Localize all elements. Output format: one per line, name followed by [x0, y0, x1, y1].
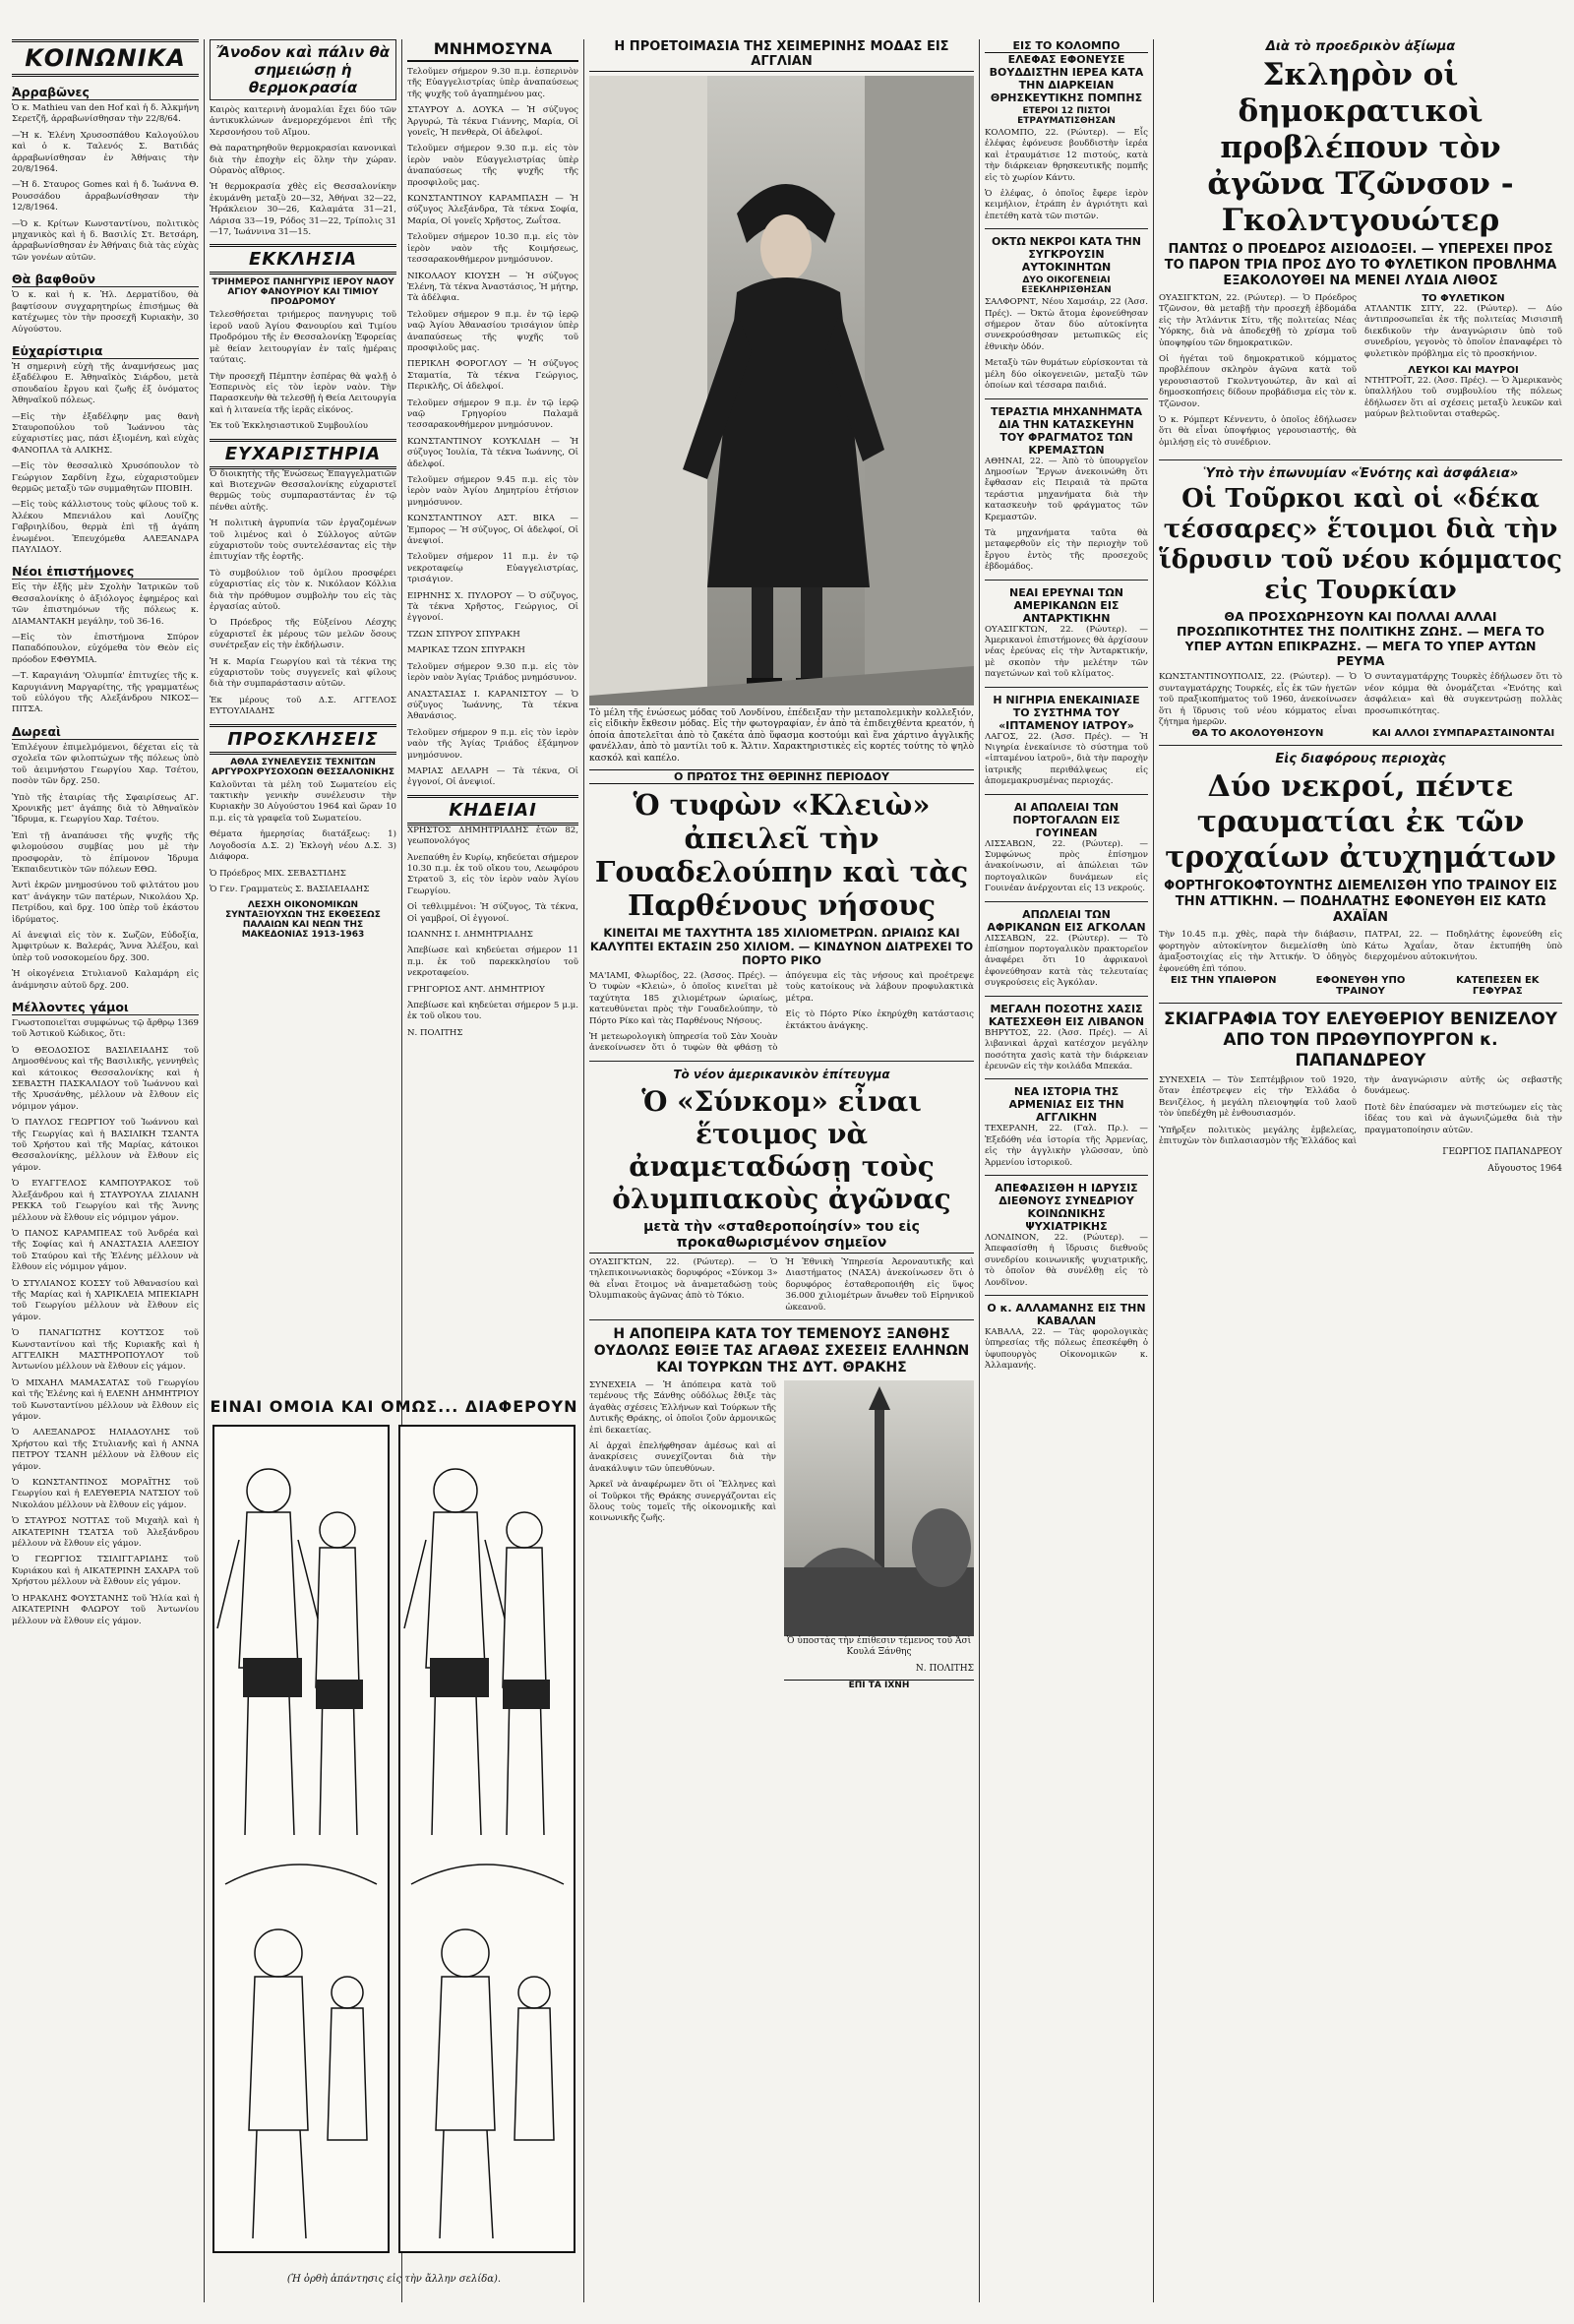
- paragraph: ΠΑΤΡΑΙ, 22. — Ποδηλάτης ἐφονεύθη εἰς Κάτω Ἀχαΐαν, ὅταν ἐκτυπήθη ὑπὸ διερχομένου αὐτοκινήτου.: [1364, 930, 1562, 963]
- paragraph: Ὁ ΠΑΝΑΓΙΩΤΗΣ ΚΟΥΤΣΟΣ τοῦ Κωνσταντίνου καὶ τῆς Κυριακῆς καὶ ἡ ΑΓΓΕΛΙΚΗ ΜΑΣΤΗΡΟΠΟΥΛΟΥ τοῦ Ἀντωνίου μέλλουν νὰ ἔλθουν εἰς γάμον.: [12, 1328, 199, 1373]
- section-logo-invitations: ΠΡΟΣΚΛΗΣΕΙΣ: [210, 724, 396, 755]
- paragraph: Τὰ μηχανήματα ταῦτα θὰ μεταφερθοῦν εἰς τὴν περιοχὴν τοῦ ἔργου ἐντὸς τῆς προσεχοῦς ἑβδομάδος.: [985, 527, 1148, 573]
- paragraph: —Ὁ κ. Κρίτων Κωνσταντίνου, πολιτικὸς μηχανικὸς καὶ ἡ δ. Βασιλίς Στ. Βετσάρη, ἀρραβωνίσθησαν ἐν Ἀθήναις διὰ τὰς εὐχὰς τῶν γονέων αὐτῶν.: [12, 218, 199, 263]
- photo-caption: Τὸ μέλη τῆς ἑνώσεως μόδας τοῦ Λονδίνου, ἐπέδειξαν τὴν μεταπολεμικὴν κολλεξιόν, εἰς εἰδικὴν ἔκθεσιν μόδας. Εἰς τὴν φωτογραφίαν, ἐν ἀπὸ τὰ ἐπιδειχθέντα κρεατόν, ἡ ὁποία ἀποτελεῖται ἀπὸ τὸ ζακέτα ἀπὸ ὕφασμα κοστούμι καὶ ἕνα χάρτινο ἀγγλικῆς φανέλλαν, ἀπὸ τὸ μαντίλι τοῦ κ. Ἄλτιν. Χαρακτηριστικὲς εἰς κορτές τούτης τὸ ψηλὸ κασκόλ καὶ καπέλο.: [589, 708, 974, 764]
- box-title: ΚΑΤΕΠΕΣΕΝ ΕΚ ΓΕΦΥΡΑΣ: [1456, 974, 1540, 997]
- paragraph: Τελοῦμεν σήμερον 9.30 π.μ. εἰς τὸν ἱερὸν ναὸν Εὐαγγελιστρίας ὑπὲρ ἀναπαύσεως τῆς ψυχῆς τῆς προσφιλοῦς μας.: [407, 144, 578, 188]
- paragraph: Τελοῦμεν σήμερον 9 π.μ. ἐν τῷ ἱερῷ ναῷ Γρηγορίου Παλαμᾶ τεσσαρακονθήμερον μνημόσυνον.: [407, 398, 578, 431]
- cartoon-drawing: [210, 1422, 578, 2268]
- paragraph: —Εἰς τὸν θεσσαλικὸ Χρυσόπουλον τὸ Γεώργιον Σαρδίνη ἔχω, εὐχαριστοῦμεν θερμῶς μεταξὺ τῶν συμμαθητῶν ΠΙΟΒΙΗ.: [12, 461, 199, 494]
- paragraph: Ὁ Γεν. Γραμματεὺς Σ. ΒΑΣΙΛΕΙΑΔΗΣ: [210, 884, 370, 894]
- subheadline: ΔΥΟ ΟΙΚΟΓΕΝΕΙΑΙ ΕΞΕΚΛΗΡΙΣΘΗΣΑΝ: [1021, 275, 1112, 296]
- signature: ΓΕΩΡΓΙΟΣ ΠΑΠΑΝΔΡΕΟΥ: [1442, 1147, 1562, 1158]
- paragraph: ΟΥΑΣΙΓΚΤΩΝ, 22. (Ρώυτερ). — Ὁ Πρόεδρος Τζῶνσον, θὰ μεταβῇ τὴν προσεχῆ ἑβδομάδα εἰς τὴν Ἀτλάντικ Σίτυ, τῆς πολιτείας Νέας Ὑόρκης, διὰ νὰ ἀποδεχθῇ τὸ χρίσμα τοῦ ὑποψηφίου τῶν δημοκρατικῶν.: [1159, 293, 1357, 348]
- paragraph: Ἐπὶ τῇ ἀναπάυσει τῆς ψυχῆς τῆς φιλομούσου συμβίας μου μὲ τὴν προσφορὰν, τὸ ἐπίμονον Ἰδρυμα Ἐκπαιδευτικὸν τῶν πόλεων ΕΘΩ.: [12, 830, 199, 875]
- paragraph: Τὸ συμβούλιον τοῦ ὁμίλου προσφέρει εὐχαριστίας εἰς τὸν κ. Νικόλαον Κόλλια διὰ τὴν πρόθυμον συμβολὴν του εἰς τὰς ἐργασίας αὐτοῦ.: [210, 568, 396, 612]
- paragraph: Τὴν 10.45 π.μ. χθὲς, παρὰ τὴν διάβασιν, φορτηγὸν αὐτοκίνητον διεμελίσθη ὑπὸ ἀμαξοστοιχίας εἰς τὴν Ἀττικήν. Ὁ ὁδηγὸς ἐφονεύθη ἐπὶ τόπου.: [1159, 930, 1357, 974]
- paragraph: Ἡ θερμοκρασία χθὲς εἰς Θεσσαλονίκην ἐκυμάνθη μεταξὺ 20—32, Ἀθήναι 32—22, Ἡράκλειον 30—26, Καλαμάτα 31—21, Λάρισα 33—19, Ρόδος 31—22, Τρίπολις 31—17, Ἰωάννινα 31—15.: [210, 182, 396, 238]
- paragraph: Ποτὲ δὲν ἐπαύσαμεν νὰ πιστεύωμεν εἰς τὰς ἰδέας του καὶ νὰ ἀγωνιζώμεθα διὰ τὴν πραγματοποίησιν αὐτῶν.: [1364, 1102, 1562, 1135]
- paragraph: ΚΩΝΣΤΑΝΤΙΝΟΥΠΟΛΙΣ, 22. (Ρώυτερ). — Ὁ συνταγματάρχης Τουρκές, εἷς ἐκ τῶν ἡγετῶν τοῦ πραξικοπήματος τοῦ 1960, ἀνεκοίνωσεν ὅτι ἡ ἵδρυσις τοῦ νέου κόμματος εἶναι ζήτημα ἡμερῶν.: [1159, 672, 1357, 727]
- paragraph: ΛΑΓΟΣ, 22. (Ἀσσ. Πρές). — Ἡ Νιγηρία ἐνεκαίνισε τὸ σύστημα τοῦ «ἱπταμένου ἰατροῦ», διὰ τὴν παροχὴν ἰατρικῆς περιθάλψεως εἰς ἀπομεμακρυσμένας περιοχάς.: [985, 731, 1148, 787]
- kicker: Ὑπὸ τὴν ἐπωνυμίαν «Ἑνότης καὶ ἀσφάλεια»: [1202, 466, 1519, 482]
- box-title: ΕΦΟΝΕΥΘΗ ΥΠΟ ΤΡΑΙΝΟΥ: [1315, 974, 1406, 997]
- paragraph: ΣΤΑΥΡΟΥ Δ. ΔΟΥΚΑ — Ἡ σύζυγος Ἀργυρώ, Τὰ τέκνα Γιάννης, Μαρία, Οἱ γονεῖς, Ἡ πενθερὰ, Οἱ ἀδελφοί.: [407, 105, 578, 139]
- paragraph: ΣΥΝΕΧΕΙΑ — Ἡ ἀπόπειρα κατὰ τοῦ τεμένους τῆς Ξάνθης οὐδόλως ἔθιξε τὰς ἀγαθὰς σχέσεις Ἑλλήνων καὶ Τούρκων τῆς Δυτικῆς Θράκης, οἱ ὁποῖοι ζοῦν ἀρμονικῶς ἐπὶ δεκαετίας.: [589, 1379, 776, 1436]
- column-memorials: [407, 39, 578, 1387]
- column-center: [589, 39, 974, 2302]
- paragraph: ΜΑΡΙΚΑΣ ΤΖΩΝ ΣΠΥΡΑΚΗ: [407, 645, 525, 656]
- paragraph: Ἡ σημερινὴ εὐχὴ τῆς ἀναμνήσεως μας ἐξαδέλφου Ε. Ἀθηναϊκὸς Σιάρδου, μετὰ σπουδαίου ἔργου καὶ ζωῆς ἐξ ὀνόματος Ἀθηναϊκοῦ πόλεως.: [12, 361, 199, 406]
- weather-box: [210, 39, 396, 100]
- paragraph: ΛΙΣΣΑΒΩΝ, 22. (Ρώυτερ). — Συμφώνως πρὸς ἐπίσημον ἀνακοίνωσιν, αἱ ἀπώλειαι τῶν πορτογαλικῶν δυνάμεων εἰς Γουινέαν ἀνέρχονται εἰς 13 νεκρούς.: [985, 838, 1148, 894]
- headline: Η ΠΡΟΕΤΟΙΜΑΣΙΑ ΤΗΣ ΧΕΙΜΕΡΙΝΗΣ ΜΟΔΑΣ ΕΙΣ ΑΓΓΛΙΑΝ: [589, 39, 974, 72]
- paragraph: Θὰ παρατηρηθοῦν θερμοκρασίαι κανονικαὶ διὰ τὴν ἐποχὴν εἰς ὅλην τὴν χώραν. Οὐρανὸς αἴθριος.: [210, 144, 396, 177]
- paragraph: Ἀντὶ ἐκρῶν μνημοσύνου τοῦ φιλτάτου μου κατ' ἀνάγκην τῶν πατέρων, Νικολάου Χρ. Πετρίδου, καὶ δρχ. 100 ὑπὲρ τοῦ ἑκάστου ἰδρύματος.: [12, 881, 199, 925]
- photo-caption: Ὁ ὑποστὰς τὴν ἐπίθεσιν τέμενος τοῦ Ἀσὶ Κουλά Ξάνθης: [786, 1635, 972, 1658]
- paragraph: ΜΑΡΙΑΣ ΔΕΛΑΡΗ — Τὰ τέκνα, Οἱ ἐγγονοί, Οἱ ἀνεψιοί.: [407, 765, 578, 788]
- paragraph: Ἡ Ἐθνικὴ Ὑπηρεσία Ἀεροναυτικῆς καὶ Διαστήματος (ΝΑΣΑ) ἀνεκοίνωσεν ὅτι ὁ δορυφόρος ἐσταθεροποιήθη εἰς ὕψος 36.000 χιλιομέτρων ἄνωθεν τοῦ Εἰρηνικοῦ ὠκεανοῦ.: [785, 1256, 974, 1313]
- paragraph: Οἱ ἡγέται τοῦ δημοκρατικοῦ κόμματος προβλέπουν σκληρὸν ἀγῶνα κατὰ τοῦ γερουσιαστοῦ Γκολντγουώτερ, ἂν καὶ αἱ δημοσκοπήσεις δίδουν προβάδισμα εἰς τὸν κ. Τζῶνσον.: [1159, 354, 1357, 409]
- paragraph: —Εἰς τὴν ἐξαδέλφην μας θανὴ Σταυροπούλου τοῦ Ἰωάννου τὰς εὐχαριστίες μας, πάσι ἐξιομένη, καὶ εὐχὰς ΦΑΝΟΠΛΑ τὰ ΑΛΙΚΗΣ.: [12, 411, 199, 456]
- subheadline: μετὰ τὴν «σταθεροποίησίν» του εἰς προκαθωρισμένον σημεῖον: [589, 1219, 974, 1254]
- paragraph: Ὑπὸ τῆς ἑταιρίας τῆς Σφαιρίσεως ΑΓ. Χρονικῆς μετ' ἀγάπης διὰ τὸ Ἀθηναϊκὸν Ἵδρυμα, κ. Γεωργίου Χαρ. Τσέτου.: [12, 792, 199, 826]
- box-title: ΕΙΣ ΤΗΝ ΥΠΑΙΘΡΟΝ: [1170, 974, 1277, 986]
- paragraph: ΝΙΚΟΛΑΟΥ ΚΙΟΥΣΗ — Ἡ σύζυγος Ἑλένη, Τὰ τέκνα Ἀναστάσιος, Ἡ μήτηρ, Τὰ ἀδέλφια.: [407, 271, 578, 304]
- headline-xanthi: Η ΑΠΟΠΕΙΡΑ ΚΑΤΑ ΤΟΥ ΤΕΜΕΝΟΥΣ ΞΑΝΘΗΣ ΟΥΔΟΛΩΣ ΕΘΙΞΕ ΤΑΣ ΑΓΑΘΑΣ ΣΧΕΣΕΙΣ ΕΛΛΗΝΩΝ ΚΑΙ ΤΟΥΡΚΩΝ ΤΗΣ ΔΥΤ. ΘΡΑΚΗΣ: [593, 1325, 970, 1376]
- paragraph: ΛΙΣΣΑΒΩΝ, 22. (Ρώυτερ). — Τὸ ἐπίσημον πορτογαλικὸν πρακτορεῖον ἀναφέρει ὅτι 10 ἀφρικανοὶ ἐφονεύθησαν κατὰ τὰς τελευταίας συγκρούσεις εἰς Ἀγκόλαν.: [985, 933, 1148, 989]
- paragraph: Μεταξὺ τῶν θυμάτων εὑρίσκονται τὰ μέλη δύο οἰκογενειῶν, μεταξὺ τῶν ὁποίων καὶ τέσσαρα παιδιά.: [985, 358, 1148, 392]
- paragraph: Οἱ τεθλιμμένοι: Ἡ σύζυγος, Τὰ τέκνα, Οἱ γαμβροί, Οἱ ἐγγονοί.: [407, 902, 578, 924]
- headline: Ἄνοδον καὶ πάλιν θὰ σημειώσῃ ἡ θερμοκρασία: [215, 43, 391, 96]
- headline-accidents: Δύο νεκροί, πέντε τραυματίαι ἐκ τῶν τροχαίων ἀτυχημάτων: [1165, 769, 1556, 876]
- paragraph: Τελοῦμεν σήμερον 9 π.μ. εἰς τὸν ἱερὸν ναὸν τῆς Ἁγίας Τριάδος ἐξάμηνον μνημόσυνον.: [407, 727, 578, 761]
- subheadline: ΚΙΝΕΙΤΑΙ ΜΕ ΤΑΧΥΤΗΤΑ 185 ΧΙΛΙΟΜΕΤΡΩΝ. ΩΡΙΑΙΩΣ ΚΑΙ ΚΑΛΥΠΤΕΙ ΕΚΤΑΣΙΝ 250 ΧΙΛΙΟΜ. — ΚΙΝΔΥΝΟΝ ΔΙΑΤΡΕΧΕΙ ΤΟ ΠΟΡΤΟ ΡΙΚΟ: [589, 926, 974, 968]
- column-politics: [1159, 39, 1562, 2302]
- column-world-news: [985, 39, 1148, 2302]
- paragraph: Ὁ κ. Ρόμπερτ Κέννεντυ, ὁ ὁποῖος ἐδήλωσεν ὅτι θὰ εἶναι ὑποψήφιος γερουσιαστής, θὰ ὁμιλήσῃ εἰς τὸ συνέδριον.: [1159, 415, 1357, 448]
- headline-venizelos: ΣΚΙΑΓΡΑΦΙΑ ΤΟΥ ΕΛΕΥΘΕΡΙΟΥ ΒΕΝΙΖΕΛΟΥ ΑΠΟ ΤΟΝ ΠΡΩΘΥΠΟΥΡΓΟΝ κ. ΠΑΠΑΝΔΡΕΟΥ: [1163, 1009, 1558, 1070]
- paragraph: ΑΤΛΑΝΤΙΚ ΣΙΤΥ, 22. (Ρώυτερ). — Δύο ἀντιπροσωπεῖαι ἐκ τῆς πολιτείας Μισισιπῆ διεκδικοῦν τὴν ἀναγνώρισιν ὑπὸ τοῦ συνεδρίου, γεγονὸς τὸ ὁποῖον ἐπαναφέρει τὸ φυλετικὸν πρόβλημα εἰς τὸ προσκήνιον.: [1364, 304, 1562, 359]
- paragraph: Τελοῦμεν σήμερον 9.45 π.μ. εἰς τὸν ἱερὸν ναὸν Ἁγίου Δημητρίου ἐτήσιον μνημόσυνον.: [407, 475, 578, 508]
- section-logo-church: ΕΚΚΛΗΣΙΑ: [210, 244, 396, 275]
- paragraph: Τελοῦμεν σήμερον 9.30 π.μ. ἑσπερινὸν τῆς Εὐαγγελιστρίας ὑπὲρ ἀναπαύσεως τῆς ψυχῆς τοῦ ἀγαπημένου μας.: [407, 67, 578, 99]
- paragraph: Εἰς τὴν ἐξῆς μὲν Σχολὴν Ἰατρικῶν τοῦ Θεσσαλονίκης ὁ ἀξιόλογος ἐφημέρος καὶ τῶν ἐπιστημόνων τῆς πόλεως κ. ΔΙΑΜΑΝΤΑΚΗ μεγάλην, τοῦ 36-16.: [12, 582, 199, 627]
- paragraph: Ὁ ΣΤΑΥΡΟΣ ΝΟΤΤΑΣ τοῦ Μιχαὴλ καὶ ἡ ΑΙΚΑΤΕΡΙΝΗ ΤΣΑΤΣΑ τοῦ Ἀλεξάνδρου μέλλουν νὰ ἔλθουν εἰς γάμον.: [12, 1516, 199, 1550]
- paragraph: Θέματα ἡμερησίας διατάξεως: 1) Λογοδοσία Δ.Σ. 2) Ἐκλογὴ νέου Δ.Σ. 3) Διάφορα.: [210, 829, 396, 863]
- paragraph: Αἱ ἀνεψιαὶ εἰς τὸν κ. Σωζῶν, Εὐδοξία, Ἀμφιτρύων κ. Βαλεράς, Ἄννα Ἀλέξου, καὶ ὑπὲρ τοῦ νοσοκομείου δρχ. 300.: [12, 930, 199, 963]
- kicker: Τὸ νέον ἀμερικανικὸν ἐπίτευγμα: [673, 1067, 890, 1081]
- paragraph: ΓΡΗΓΟΡΙΟΣ ΑΝΤ. ΔΗΜΗΤΡΙΟΥ: [407, 984, 545, 995]
- paragraph: Ὁ συνταγματάρχης Τουρκὲς ἐδήλωσεν ὅτι τὸ νέον κόμμα θὰ ὀνομάζεται «Ἑνότης καὶ ἀσφάλεια» καὶ θὰ συγκεντρώσῃ πολλὰς προσωπικότητας.: [1364, 672, 1562, 716]
- paragraph: Τελοῦμεν σήμερον 9.30 π.μ. εἰς τὸν ἱερὸν ναὸν Ἁγίας Τριάδος μνημόσυνον.: [407, 661, 578, 684]
- paragraph: Ὁ κ. καὶ ἡ κ. Ἠλ. Δερματίδου, θὰ βαφτίσουν συγχαρητηρίως ἐπισήμως θὰ κατέχωμες τὸν τὴν προσεχῆ Κυριακὴν, 30 Αὐγούστου.: [12, 290, 199, 335]
- headline: ΤΕΡΑΣΤΙΑ ΜΗΧΑΝΗΜΑΤΑ ΔΙΑ ΤΗΝ ΚΑΤΑΣΚΕΥΗΝ ΤΟΥ ΦΡΑΓΜΑΤΟΣ ΤΩΝ ΚΡΕΜΑΣΤΩΝ: [990, 404, 1143, 457]
- paragraph: Τελεσθήσεται τριήμερος πανηγυρις τοῦ ἱεροῦ ναοῦ Ἁγίου Φανουρίου καὶ Τιμίου Προδρόμου τῆς ἐν Θεσσαλονίκῃ Ἐφορείας μὲ θείαν λειτουργίαν ἐν ταῖς ἡμέραις ταύταις.: [210, 310, 396, 366]
- cartoon-title: ΕΙΝΑΙ ΟΜΟΙΑ ΚΑΙ ΟΜΩΣ... ΔΙΑΦΕΡΟΥΝ: [210, 1397, 578, 1416]
- paragraph: ΕΙΡΗΝΗΣ Χ. ΠΥΛΟΡΟΥ — Ὁ σύζυγος, Τὰ τέκνα Χρῆστος, Γεώργιος, Οἱ ἐγγονοί.: [407, 590, 578, 624]
- headline: ΟΚΤΩ ΝΕΚΡΟΙ ΚΑΤΑ ΤΗΝ ΣΥΓΚΡΟΥΣΙΝ ΑΥΤΟΚΙΝΗΤΩΝ: [992, 235, 1141, 275]
- paragraph: Ὁ Πρόεδρος ΜΙΧ. ΣΕΒΑΣΤΙΔΗΣ: [210, 868, 346, 879]
- box-title: ΚΑΙ ΑΛΛΟΙ ΣΥΜΠΑΡΑΣΤΑΙΝΟΝΤΑΙ: [1371, 728, 1555, 740]
- paragraph: Ἡ οἰκογένεια Στυλιανοῦ Καλαμάρη εἰς ἀνάμνησιν αὐτοῦ δρχ. 200.: [12, 969, 199, 991]
- paragraph: ΜΑ'ΙΑΜΙ, Φλωρίδος, 22. (Ἀσσος. Πρές). — Ὁ τυφὼν «Κλειὼ», ὁ ὁποῖος κινεῖται μὲ ταχύτητα 185 χιλιομέτρων ὡριαίως, κατευθύνεται πρὸς τὴν Γουαδελούπην, τὸ Πόρτο Ρίκο καὶ τὰς Παρθένους Νήσους.: [589, 971, 778, 1026]
- section-heading: Θὰ βαφθοῦν: [12, 272, 199, 287]
- paragraph: ΣΥΝΕΧΕΙΑ — Τὸν Σεπτέμβριον τοῦ 1920, ὅταν ἐπέστρεψεν εἰς τὴν Ἑλλάδα ὁ Βενιζέλος, ἡ μεγάλη πλειοψηφία τοῦ λαοῦ τὸν ὑπεδέχθη μὲ ἐνθουσιασμόν.: [1159, 1074, 1357, 1120]
- section-heading: Εὐχαρίστιρια: [12, 343, 199, 359]
- column-rule: [583, 39, 584, 2302]
- kicker: ΕΙΣ ΤΟ ΚΟΛΟΜΠΟ: [985, 39, 1148, 53]
- paragraph: ΝΤΗΤΡΟΪΤ, 22. (Ἀσσ. Πρές). — Ὁ Ἀμερικανὸς ὑπαλλήλου τοῦ συμβουλίου τῆς πόλεως ἐδήλωσεν ὅτι αἱ σχέσεις μεταξὺ λευκῶν καὶ μαύρων βελτιοῦνται σταθερῶς.: [1364, 376, 1562, 420]
- paragraph: Ἡ πολιτικὴ ἀγρυπνία τῶν ἐργαζομένων τοῦ λιμένος καὶ ὁ Σύλλογος αὐτῶν εὐχαριστοῦν τοὺς συντελέσαντας εἰς τὴν ἐπιτυχίαν τῆς ἑορτῆς.: [210, 519, 396, 563]
- paragraph: Ν. ΠΟΛΙΤΗΣ: [407, 1027, 463, 1038]
- paragraph: Ὁ ΚΩΝΣΤΑΝΤΙΝΟΣ ΜΟΡΑΪΤΗΣ τοῦ Γεωργίου καὶ ἡ ΕΛΕΥΘΕΡΙΑ ΝΑΤΣΙΟΥ τοῦ Νικολάου μέλλουν νὰ ἔλθουν εἰς γάμον.: [12, 1478, 199, 1510]
- paragraph: ΚΑΒΑΛΑ, 22. — Τὰς φορολογικὰς ὑπηρεσίας τῆς πόλεως ἐπεσκέφθη ὁ ὑφυπουργὸς Οἰκονομικῶν κ. Ἀλλαμανής.: [985, 1326, 1148, 1372]
- date: Αὔγουστος 1964: [1487, 1163, 1562, 1174]
- section-heading: Νέοι ἐπιστήμονες: [12, 564, 199, 580]
- subheadline: ΤΡΙΗΜΕΡΟΣ ΠΑΝΗΓΥΡΙΣ ΙΕΡΟΥ ΝΑΟΥ ΑΓΙΟΥ ΦΑΝΟΥΡΙΟΥ ΚΑΙ ΤΙΜΙΟΥ ΠΡΟΔΡΟΜΟΥ: [212, 277, 394, 308]
- mosque-photo: [784, 1380, 974, 1636]
- headline-turkey: Οἱ Τοῦρκοι καὶ οἱ «δέκα τέσσαρες» ἕτοιμοι διὰ τὴν ἵδρυσιν τοῦ νέου κόμματος εἰς Τουρκίαν: [1159, 484, 1562, 606]
- kicker: ΕΠΙ ΤΑ ΙΧΝΗ: [784, 1680, 974, 1690]
- paragraph: Ὑπῆρξεν πολιτικὸς μεγάλης ἐμβελείας, ἐπιτυχὼν τὸν διπλασιασμὸν τῆς Ἑλλάδος καὶ τὴν ἀναγνώρισιν αὐτῆς ὡς σεβαστῆς δυνάμεως.: [1159, 1074, 1562, 1146]
- paragraph: —Ἡ δ. Σταυρος Gomes καὶ ἡ δ. Ἰωάννα Θ. Ρουσσάδου ἀρραβωνίσθησαν τὴν 12/8/1964.: [12, 180, 199, 214]
- section-title: ΜΝΗΜΟΣΥΝΑ: [407, 39, 578, 62]
- paragraph: Ἀνεπαύθη ἐν Κυρίῳ, κηδεύεται σήμερον 10.30 π.μ. ἐκ τοῦ οἴκου του, Λεωφόρου Στρατοῦ 3, εἰς τὸν ἱερὸν ναὸν Ἁγίου Γεωργίου.: [407, 852, 578, 896]
- paragraph: ΠΕΡΙΚΛΗ ΦΟΡΟΓΛΟΥ — Ἡ σύζυγος Σταματία, Τὰ τέκνα Γεώργιος, Περικλῆς, Οἱ ἀδελφοί.: [407, 359, 578, 393]
- headline: ΕΛΕΦΑΣ ΕΦΟΝΕΥΣΕ ΒΟΥΔΔΙΣΤΗΝ ΙΕΡΕΑ ΚΑΤΑ ΤΗΝ ΔΙΑΡΚΕΙΑΝ ΘΡΗΣΚΕΥΤΙΚΗΣ ΠΟΜΠΗΣ: [989, 53, 1144, 104]
- paragraph: Ἐκ μέρους τοῦ Δ.Σ. ΑΓΓΕΛΟΣ ΕΥΤΟΥΛΙΑΔΗΣ: [210, 695, 396, 717]
- subheadline: ΛΕΣΧΗ ΟΙΚΟΝΟΜΙΚΩΝ ΣΥΝΤΑΞΙΟΥΧΩΝ ΤΗΣ ΕΚΘΕΣΕΩΣ ΠΑΛΑΙΩΝ ΚΑΙ ΝΕΩΝ ΤΗΣ ΜΑΚΕΔΟΝΙΑΣ 1913-1963: [225, 900, 381, 941]
- box-title: ΘΑ ΤΟ ΑΚΟΛΟΥΘΗΣΟΥΝ: [1191, 728, 1324, 740]
- paragraph: Ἐπιλέγουν ἐπιμελμόμενοι, δέχεται εἰς τὰ σχολεῖα τῶν φιλοπτώχων τῆς πόλεως ὑπὸ τοῦ ἀειμνήστου Γεωργίου Χαρ. Τσέτου, ποσὸν τῶν δρχ. 250.: [12, 742, 199, 787]
- subheadline: ΕΤΕΡΟΙ 12 ΠΙΣΤΟΙ ΕΤΡΑΥΜΑΤΙΣΘΗΣΑΝ: [1017, 106, 1116, 126]
- mosque-drawing: [784, 1380, 974, 1636]
- paragraph: Ὁ ΘΕΟΔΟΣΙΟΣ ΒΑΣΙΛΕΙΑΔΗΣ τοῦ Δημοσθένους καὶ τῆς Βασιλικῆς, γεννηθεὶς καὶ κάτοικος Θεσσαλονίκης καὶ ἡ ΣΕΒΑΣΤΗ ΠΑΣΚΑΛΙΔΟΥ τοῦ Ἰωάννου καὶ τῆς Χρυσάνθης, μέλλουν νὰ ἔλθουν εἰς νόμιμον γάμον.: [12, 1045, 199, 1112]
- paragraph: ΛΟΝΔΙΝΟΝ, 22. (Ρώυτερ). — Ἀπεφασίσθη ἡ ἵδρυσις διεθνοῦς συνεδρίου κοινωνικῆς ψυχιατρικῆς, τὸ ὁποῖον θὰ συνέλθῃ εἰς τὸ Λονδῖνον.: [985, 1232, 1148, 1288]
- paragraph: ΟΥΑΣΙΓΚΤΩΝ, 22. (Ρώυτερ). — Ὁ τηλεπικοινωνιακὸς δορυφόρος «Σύνκομ 3» θὰ εἶναι ἕτοιμος νὰ ἀναμεταδώσῃ τοὺς Ὀλυμπιακοὺς ἀγῶνας ἀπὸ τὸ Τόκιο.: [589, 1256, 778, 1302]
- section-logo-thanks: ΕΥΧΑΡΙΣΤΗΡΙΑ: [210, 439, 396, 469]
- section-heading: Ἀρραβῶνες: [12, 85, 199, 100]
- paragraph: Τὴν προσεχῆ Πέμπτην ἑσπέρας θὰ ψαλῇ ὁ Ἑσπερινὸς εἰς τὸν ἱερὸν ναὸν. Τὴν Παρασκευὴν θὰ τελεσθῇ ἡ Θεία Λειτουργία καὶ ἡ λιτανεία τῆς ἱερᾶς εἰκόνος.: [210, 371, 396, 415]
- paragraph: ΤΕΧΕΡΑΝΗ, 22. (Γαλ. Πρ.). — Ἐξεδόθη νέα ἱστορία τῆς Ἀρμενίας, εἰς τὴν ἀγγλικὴν γλῶσσαν, ὑπὸ Ἀρμενίου ἱστορικοῦ.: [985, 1124, 1148, 1168]
- paragraph: —Εἰς τοὺς κάλλιστους τοὺς φίλους τοῦ κ. Ἀλέκου Μπενιάλου καὶ Λουίζης Γαβριηλίδου, θερμὰ ἐπὶ τῇ ἀγάπη ἑνωμένοι. Ἐπευχόμεθα ΑΛΕΞΑΝΔΡΑ ΠΑΥΛΙΔΟΥ.: [12, 500, 199, 555]
- paragraph: ΚΩΝΣΤΑΝΤΙΝΟΥ ΚΑΡΑΜΠΑΣΗ — Ἡ σύζυγος Ἀλεξάνδρα, Τὰ τέκνα Σοφία, Μαρία, Οἱ γονεῖς Χρῆστος, Ζωΐτσα.: [407, 194, 578, 226]
- subheadline: ΘΑ ΠΡΟΣΧΩΡΗΣΟΥΝ ΚΑΙ ΠΟΛΛΑΙ ΑΛΛΑΙ ΠΡΟΣΩΠΙΚΟΤΗΤΕΣ ΤΗΣ ΠΟΛΙΤΙΚΗΣ ΖΩΗΣ. — ΜΕΓΑ ΤΟ ΥΠΕΡ ΑΥΤΩΝ ΕΠΙΚΡΑΖΗΣ. — ΜΕΓΑ ΤΟ ΥΠΕΡ ΑΥΤΩΝ ΡΕΥΜΑ: [1176, 609, 1545, 669]
- paragraph: Ὁ ΑΛΕΞΑΝΔΡΟΣ ΗΛΙΑΔΟΥΛΗΣ τοῦ Χρήστου καὶ τῆς Στυλιανῆς καὶ ἡ ΑΝΝΑ ΠΕΤΡΟΥ ΤΣΑΝΗ μέλλουν νὰ ἔλθουν εἰς γάμον.: [12, 1428, 199, 1472]
- paragraph: Ὁ διοικητὴς τῆς Ἐνώσεως Ἐπαγγελματιῶν καὶ Βιοτεχνῶν Θεσσαλονίκης εὐχαριστεῖ θερμῶς τοὺς συμπαραστάντας ἐν τῷ πένθει αὐτῆς.: [210, 468, 396, 513]
- paragraph: Ὁ ΓΕΩΡΓΙΟΣ ΤΣΙΛΙΓΓΑΡΙΔΗΣ τοῦ Κυριάκου καὶ ἡ ΑΙΚΑΤΕΡΙΝΗ ΣΑΧΑΡΑ τοῦ Χρήστου μέλλουν νὰ ἔλθουν εἰς γάμον.: [12, 1555, 199, 1588]
- headline: ΑΠΕΦΑΣΙΣΘΗ Η ΙΔΡΥΣΙΣ ΔΙΕΘΝΟΥΣ ΣΥΝΕΔΡΙΟΥ ΚΟΙΝΩΝΙΚΗΣ ΨΥΧΙΑΤΡΙΚΗΣ: [995, 1181, 1138, 1233]
- subheadline: ΠΑΝΤΩΣ Ο ΠΡΟΕΔΡΟΣ ΑΙΣΙΟΔΟΞΕΙ. — ΥΠΕΡΕΧΕΙ ΠΡΟΣ ΤΟ ΠΑΡΟΝ ΤΡΙΑ ΠΡΟΣ ΔΥΟ ΤΟ ΦΥΛΕΤΙΚΟΝ ΠΡΟΒΛΗΜΑ ΕΞΑΚΟΛΟΥΘΕΙ ΝΑ ΜΕΝΕΙ ΛΥΔΙΑ ΛΙΘΟΣ: [1164, 242, 1557, 288]
- section-logo-social: ΚΟΙΝΩΝΙΚΑ: [12, 39, 199, 77]
- paragraph: ΤΖΩΝ ΣΠΥΡΟΥ ΣΠΥΡΑΚΗ: [407, 629, 520, 640]
- paragraph: Ἐκ τοῦ Ἐκκλησιαστικοῦ Συμβουλίου: [210, 421, 368, 432]
- paragraph: ΟΥΑΣΙΓΚΤΩΝ, 22. (Ρώυτερ). — Ἀμερικανοὶ ἐπιστήμονες θὰ ἀρχίσουν νέας ἐρεύνας εἰς τὴν Ἀνταρκτικήν, μὲ σκοπὸν τὴν μελέτην τῶν παγετώνων καὶ τοῦ κλίματος.: [985, 624, 1148, 680]
- column-weather-church: [210, 39, 396, 1387]
- paragraph: Τελοῦμεν σήμερον 11 π.μ. ἐν τῷ νεκροταφείῳ Εὐαγγελιστρίας, τρισάγιον.: [407, 552, 578, 585]
- paragraph: Ὁ ΣΤΥΛΙΑΝΟΣ ΚΟΣΣΥ τοῦ Ἀθανασίου καὶ τῆς Μαρίας καὶ ἡ ΧΑΡΙΚΛΕΙΑ ΜΠΕΚΙΑΡΗ τοῦ Γεωργίου μέλλουν νὰ ἔλθουν εἰς γάμον.: [12, 1278, 199, 1322]
- headline: ΝΕΑΙ ΕΡΕΥΝΑΙ ΤΩΝ ΑΜΕΡΙΚΑΝΩΝ ΕΙΣ ΑΝΤΑΡΚΤΙΚΗΝ: [1009, 585, 1123, 625]
- kicker: Εἰς διαφόρους περιοχὰς: [1275, 752, 1446, 767]
- paragraph: ΚΩΝΣΤΑΝΤΙΝΟΥ ΚΟΥΚΛΙΔΗ — Ἡ σύζυγος Ἰουλία, Τὰ τέκνα Ἰωάννης, Οἱ ἀδελφοί.: [407, 436, 578, 469]
- signature: Ν. ΠΟΛΙΤΗΣ: [915, 1663, 974, 1674]
- cartoon-panel: [210, 1397, 578, 2302]
- section-heading: Μέλλοντες γάμοι: [12, 1000, 199, 1015]
- paragraph: ΚΩΝΣΤΑΝΤΙΝΟΥ ΑΣΤ. ΒΙΚΑ — Ἐμπορος — Ἡ σύζυγος, Οἱ ἀδελφοί, Οἱ ἀνεψιοί.: [407, 514, 578, 547]
- column-rule: [204, 39, 205, 2302]
- section-logo-funerals: ΚΗΔΕΙΑΙ: [407, 795, 578, 826]
- paragraph: Εἰς τὸ Πόρτο Ρίκο ἐκηρύχθη κατάστασις ἐκτάκτου ἀνάγκης.: [785, 1009, 974, 1031]
- paragraph: Καιρὸς καιτερινὴ ἀνομαλίαι ἔχει δύο τῶν ἀντικυκλώνων ἀνεμορεχόμενοι ἐπὶ τῆς Χερσονήσου τοῦ Αἴμου.: [210, 105, 396, 138]
- paragraph: Ὁ ΜΙΧΑΗΛ ΜΑΜΑΣΑΤΑΣ τοῦ Γεωργίου καὶ τῆς Ἑλένης καὶ ἡ ΕΛΕΝΗ ΔΗΜΗΤΡΙΟΥ τοῦ Κωνσταντίνου μέλλουν νὰ ἔλθουν εἰς γάμον.: [12, 1377, 199, 1422]
- headline: ΝΕΑ ΙΣΤΟΡΙΑ ΤΗΣ ΑΡΜΕΝΙΑΣ ΕΙΣ ΤΗΝ ΑΓΓΛΙΚΗΝ: [1008, 1085, 1124, 1125]
- paragraph: ΣΑΛΦΟΡΝΤ, Νέου Χαμσάιρ, 22 (Ἀσσ. Πρές). — Ὀκτὼ ἄτομα ἐφονεύθησαν σήμερον ὅταν δύο αὐτοκίνητα συνεκρούσθησαν μετωπικῶς εἰς ἐθνικὴν ὁδόν.: [985, 297, 1148, 352]
- headline-syncom: Ὁ «Σύνκομ» εἶναι ἕτοιμος νὰ ἀναμεταδώσῃ τοὺς ὀλυμπιακοὺς ἀγῶνας: [612, 1084, 951, 1215]
- fashion-photo-drawing: [589, 76, 974, 705]
- paragraph: Ὁ ΠΑΝΟΣ ΚΑΡΑΜΠΕΑΣ τοῦ Ἀνδρέα καὶ τῆς Σοφίας καὶ ἡ ΑΝΑΣΤΑΣΙΑ ΑΛΕΞΙΟΥ τοῦ Σταύρου καὶ τῆς Ἑλένης μέλλουν νὰ ἔλθουν εἰς νόμιμον γάμον.: [12, 1228, 199, 1273]
- paragraph: Ἀπεβίωσε καὶ κηδεύεται σήμερον 11 π.μ. ἐκ τοῦ παρεκκλησίου τοῦ νεκροταφείου.: [407, 946, 578, 979]
- paragraph: Ὁ ΗΡΑΚΛΗΣ ΦΟΥΣΤΑΝΗΣ τοῦ Ἠλία καὶ ἡ ΑΙΚΑΤΕΡΙΝΗ ΦΛΩΡΟΥ τοῦ Ἀντωνίου μέλλουν νὰ ἔλθουν εἰς γάμον.: [12, 1593, 199, 1626]
- paragraph: Γνωστοποιεῖται συμφώνως τῷ ἄρθρῳ 1369 τοῦ Ἀστικοῦ Κώδικος, ὅτι:: [12, 1018, 199, 1040]
- kicker: Ο ΠΡΩΤΟΣ ΤΗΣ ΘΕΡΙΝΗΣ ΠΕΡΙΟΔΟΥ: [589, 769, 974, 784]
- headline: ΑΙ ΑΠΩΛΕΙΑΙ ΤΩΝ ΠΟΡΤΟΓΑΛΩΝ ΕΙΣ ΓΟΥΙΝΕΑΝ: [1012, 800, 1120, 839]
- kicker: Διὰ τὸ προεδρικὸν ἀξίωμα: [1265, 39, 1456, 54]
- headline: Η ΝΙΓΗΡΙΑ ΕΝΕΚΑΙΝΙΑΣΕ ΤΟ ΣΥΣΤΗΜΑ ΤΟΥ «ΙΠΤΑΜΕΝΟΥ ΙΑΤΡΟΥ»: [993, 693, 1140, 732]
- column-social: [12, 39, 199, 2302]
- column-rule: [979, 39, 980, 2302]
- paragraph: Ἡ κ. Μαρία Γεωργίου καὶ τὰ τέκνα της εὐχαριστοῦν τοὺς συγγενεῖς καὶ φίλους διὰ τὴν συμπαράστασιν αὐτῶν.: [210, 656, 396, 690]
- headline: Ο κ. ΑΛΛΑΜΑΝΗΣ ΕΙΣ ΤΗΝ ΚΑΒΑΛΑΝ: [987, 1301, 1146, 1327]
- column-rule: [1153, 39, 1154, 2302]
- paragraph: ΒΗΡΥΤΟΣ, 22. (Ἀσσ. Πρές). — Αἱ λιβανικαὶ ἀρχαὶ κατέσχον μεγάλην ποσότητα χασὶς κατὰ τὴν διάρκειαν ἐρευνῶν εἰς τὴν κοιλάδα Μπεκάα.: [985, 1027, 1148, 1071]
- headline: ΑΠΩΛΕΙΑΙ ΤΩΝ ΑΦΡΙΚΑΝΩΝ ΕΙΣ ΑΓΚΟΛΑΝ: [987, 907, 1146, 934]
- paragraph: Ὁ Πρόεδρος τῆς Εὐξείνου Λέσχης εὐχαριστεῖ ἐκ μέρους τῶν μελῶν ὅσους συνέτρεξαν εἰς τὴν ἐκδήλωσιν.: [210, 618, 396, 651]
- paragraph: —Εἰς τὸν ἐπιστήμονα Σπύρον Παπαδόπουλον, εὐχόμεθα τὸν Θεὸν εἰς πρόοδον ΕΦΘΥΜΙΑ.: [12, 633, 199, 665]
- section-heading: Δωρεαὶ: [12, 724, 199, 740]
- headline-us-election: Σκληρὸν οἱ δημοκρατικοὶ προβλέπουν τὸν ἀγῶνα Τζῶνσον - Γκολντγουώτερ: [1207, 57, 1514, 238]
- paragraph: Ὁ ἐλέφας, ὁ ὁποῖος ἔφερε ἱερὸν κειμήλιον, ἐτράπη ἐν ἀγριότητι καὶ ἐπετέθη κατὰ τῶν πιστῶν.: [985, 189, 1148, 221]
- paragraph: ΑΝΑΣΤΑΣΙΑΣ Ι. ΚΑΡΑΝΙΣΤΟΥ — Ὁ σύζυγος Ἰωάννης, Τὰ τέκνα Ἀθανάσιος.: [407, 689, 578, 722]
- paragraph: Ἀρκεῖ νὰ ἀναφέρωμεν ὅτι οἱ Ἕλληνες καὶ οἱ Τοῦρκοι τῆς Θράκης συνεργάζονται εἰς ὅλους τοὺς τομεῖς τῆς οἰκονομικῆς καὶ κοινωνικῆς ζωῆς.: [589, 1480, 776, 1524]
- fashion-photo: [589, 76, 974, 705]
- box-title: ΛΕΥΚΟΙ ΚΑΙ ΜΑΥΡΟΙ: [1408, 365, 1519, 377]
- paragraph: Καλοῦνται τὰ μέλη τοῦ Σωματείου εἰς τακτικὴν γενικὴν συνέλευσιν τὴν Κυριακὴν 30 Αὐγούστου 1964 καὶ ὥραν 10 π.μ. εἰς τὰ γραφεῖα τοῦ Σωματείου.: [210, 779, 396, 824]
- paragraph: Τελοῦμεν σήμερον 9 π.μ. ἐν τῷ ἱερῷ ναῷ Ἁγίου Ἀθανασίου τρισάγιον ὑπὲρ ἀναπαύσεως τῆς ψυχῆς τοῦ προσφιλοῦς μας.: [407, 309, 578, 353]
- paragraph: Ἀπεβίωσε καὶ κηδεύεται σήμερον 5 μ.μ. ἐκ τοῦ οἴκου του.: [407, 1001, 578, 1022]
- paragraph: Ὁ ΠΑΥΛΟΣ ΓΕΩΡΓΙΟΥ τοῦ Ἰωάννου καὶ τῆς Γεωργίας καὶ ἡ ΒΑΣΙΛΙΚΗ ΤΣΑΝΤΑ τοῦ Χρήστου καὶ τῆς Μαρίας, κάτοικοι Θεσσαλονίκης, μέλλουν νὰ ἔλθουν εἰς γάμον.: [12, 1118, 199, 1173]
- paragraph: ΧΡΗΣΤΟΣ ΔΗΜΗΤΡΙΑΔΗΣ ἐτῶν 82, γεωπονολόγος: [407, 825, 578, 847]
- cartoon-caption: (Ἡ ὀρθὴ ἀπάντησις εἰς τὴν ἄλλην σελίδα).: [286, 2274, 502, 2285]
- paragraph: Τελοῦμεν σήμερον 10.30 π.μ. εἰς τὸν ἱερὸν ναὸν τῆς Κοιμήσεως, τεσσαρακονθήμερον μνημόσυνον.: [407, 232, 578, 266]
- headline: ΜΕΓΑΛΗ ΠΟΣΟΤΗΣ ΧΑΣΙΣ ΚΑΤΕΣΧΕΘΗ ΕΙΣ ΛΙΒΑΝΟΝ: [988, 1002, 1145, 1028]
- paragraph: —Τ. Καραγιάνη 'Ολυμπία' ἐπιτυχίες τῆς κ. Καρυγιάννη Μαργαρίτης, τῆς γραμματέως τοῦ εὐλόγου τῆς Αλεξάνδρου ΝΙΚΟΣ—ΠΙΤΣΑ.: [12, 671, 199, 715]
- box-title: ΤΟ ΦΥΛΕΤΙΚΟΝ: [1422, 293, 1505, 304]
- paragraph: ΚΟΛΟΜΠΟ, 22. (Ρώυτερ). — Εἷς ἐλέφας ἐφόνευσε βουδδιστὴν ἱερέα καὶ ἐτραυμάτισε 12 πιστούς, κατὰ τὴν διάρκειαν θρησκευτικῆς πομπῆς εἰς τὸ χωρίον Κάντυ.: [985, 128, 1148, 183]
- paragraph: ΙΩΑΝΝΗΣ Ι. ΔΗΜΗΤΡΙΑΔΗΣ: [407, 930, 533, 940]
- subheadline: ΑΘΛΑ ΣΥΝΕΛΕΥΣΙΣ ΤΕΧΝΙΤΩΝ ΑΡΓΥΡΟΧΡΥΣΟΧΟΩΝ ΘΕΣΣΑΛΟΝΙΚΗΣ: [211, 757, 395, 777]
- paragraph: ΑΘΗΝΑΙ, 22. — Ἀπὸ τὸ ὑπουργεῖον Δημοσίων Ἔργων ἀνεκοινώθη ὅτι ἔφθασαν εἰς Πειραιᾶ τὰ πρῶτα τεράστια μηχανήματα διὰ τὴν κατασκευὴν τοῦ φράγματος τῶν Κρεμαστῶν.: [985, 456, 1148, 522]
- paragraph: Αἱ ἀρχαὶ ἐπελήφθησαν ἀμέσως καὶ αἱ ἀνακρίσεις συνεχίζονται διὰ τὴν ἀνακάλυψιν τῶν ὑπευθύνων.: [589, 1440, 776, 1474]
- headline-typhoon: Ὁ τυφὼν «Κλειὼ» ἀπειλεῖ τὴν Γουαδελούπην καὶ τὰς Παρθένους νήσους: [594, 788, 969, 923]
- paragraph: Ἡ μετεωρολογικὴ ὑπηρεσία τοῦ Σὰν Χουὰν ἀνεκοίνωσεν ὅτι ὁ τυφὼν θὰ φθάσῃ τὸ ἀπόγευμα εἰς τὰς νήσους καὶ προέτρεψε τοὺς κατοίκους νὰ λάβουν προφυλακτικὰ μέτρα.: [589, 971, 974, 1054]
- paragraph: Ὁ κ. Mathieu van den Hof καὶ ἡ δ. Ἀλκμήνη Σερετζῆ, ἀρραβωνίσθησαν τὴν 22/8/64.: [12, 103, 199, 125]
- paragraph: Ὁ ΕΥΑΓΓΕΛΟΣ ΚΑΜΠΟΥΡΑΚΟΣ τοῦ Ἀλεξάνδρου καὶ ἡ ΣΤΑΥΡΟΥΛΑ ΖΙΛΙΑΝΗ ΡΕΚΚΑ τοῦ Γεωργίου καὶ τῆς Ἄννης μέλλουν νὰ ἔλθουν εἰς νόμιμον γάμον.: [12, 1179, 199, 1223]
- subheadline: ΦΟΡΤΗΓΟΚΟΦΤΟΥΝΤΗΣ ΔΙΕΜΕΛΙΣΘΗ ΥΠΟ ΤΡΑΙΝΟΥ ΕΙΣ ΤΗΝ ΑΤΤΙΚΗΝ. — ΠΟΔΗΛΑΤΗΣ ΕΦΟΝΕΥΘΗ ΕΙΣ ΚΑΤΩ ΑΧΑΪΑΝ: [1164, 879, 1557, 926]
- paragraph: —Ἡ κ. Ἑλένη Χρυσοσπάθου Καλογούλου καὶ ὁ κ. Ταλενός Σ. Βατιδάς ἀρραβωνίσθησαν ἐν Ἀθήναις τὴν 20/8/1964.: [12, 130, 199, 175]
